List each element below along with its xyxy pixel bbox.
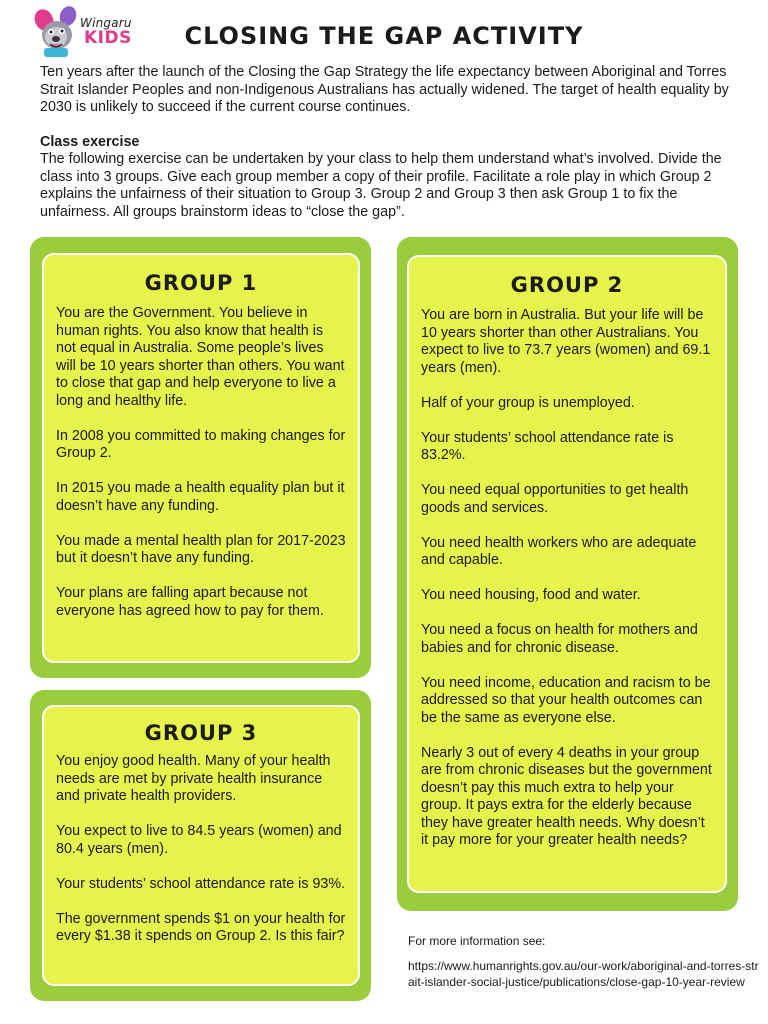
logo-word-wingaru: Wingaru [80, 16, 132, 30]
group-2-paragraph: You need health workers who are adequate and capable. [421, 534, 697, 568]
group-1-paragraph: In 2008 you committed to making changes for Group 2. [56, 427, 346, 461]
group-1-title: GROUP 1 [144, 271, 258, 295]
group-2-paragraph: You need housing, food and water. [421, 587, 641, 603]
group-3-paragraph: Your students’ school attendance rate is 93%. [56, 875, 346, 892]
group-2-paragraph: Nearly 3 out of every 4 deaths in your group are from chronic diseases but the government doesn’t pay this much extra to help your group. It pays extra for the elderly because they have greater health needs. Why doesn’t it pay more for your greater health needs? [421, 744, 712, 848]
more-info-link[interactable]: https://www.humanrights.gov.au/our-work/aboriginal-and-torres-strait-islander-social-justice/publications/close-gap-10-year-review [408, 959, 759, 989]
class-exercise-heading: Class exercise [40, 134, 140, 150]
group-3-paragraph: You enjoy good health. Many of your health needs are met by private health insurance and private health providers. [56, 753, 331, 804]
page-title: CLOSING THE GAP ACTIVITY [184, 22, 584, 50]
intro-paragraph: Ten years after the launch of the Closing the Gap Strategy the life expectancy between Aboriginal and Torres Strait Islander Peoples and non-Indigenous Australians has actually widened. The target of health equality by 2030 is unlikely to succeed if the current course continues. [40, 64, 729, 115]
group-3-paragraph: The government spends $1 on your health for every $1.38 it spends on Group 2. Is this fair? [56, 910, 346, 944]
group-2-paragraph: You need a focus on health for mothers and babies and for chronic disease. [421, 622, 698, 656]
group-1-paragraph: In 2015 you made a health equality plan but it doesn’t have any funding. [56, 480, 345, 514]
group-1-card [42, 253, 360, 663]
group-2-card [407, 255, 727, 893]
group-2-paragraph: You are born in Australia. But your life will be 10 years shorter than other Australians. You expect to live to 73.7 years (women) and 69.1 years (men). [421, 307, 711, 376]
group-3-paragraph: You expect to live to 84.5 years (women) and 80.4 years (men). [56, 823, 342, 857]
more-info-label: For more information see: [408, 934, 546, 948]
group-3-card [42, 705, 360, 986]
group-2-paragraph: Half of your group is unemployed. [421, 394, 635, 411]
group-2-paragraph: Your students’ school attendance rate is 83.2%. [421, 429, 674, 463]
group-1-paragraph: You made a mental health plan for 2017-2023 but it doesn’t have any funding. [56, 532, 346, 566]
class-exercise-text: The following exercise can be undertaken by your class to help them understand what’s involved. Divide the class into 3 groups. Give each group member a copy of their profile. Facilitate a role play in which Group 2 explains the unfairness of their situation to Group 3. Group 2 and Group 3 then ask Group 1 to fix the unfairness. All groups brainstorm ideas to “close the gap”. [40, 151, 722, 220]
logo-word-kids: KIDS [84, 28, 132, 48]
group-1-paragraph: You are the Government. You believe in human rights. You also know that health is not equal in Australia. Some people’s lives will be 10 years shorter than others. You want to close that gap and help everyone to live a long and healthy life. [56, 305, 345, 409]
group-2-paragraph: You need income, education and racism to be addressed so that your health outcomes can be the same as everyone else. [421, 674, 711, 726]
group-3-title: GROUP 3 [144, 721, 258, 745]
group-1-paragraph: Your plans are falling apart because not everyone has agreed how to pay for them. [56, 585, 324, 619]
group-2-paragraph: You need equal opportunities to get health goods and services. [421, 482, 689, 516]
group-2-title: GROUP 2 [510, 273, 624, 297]
